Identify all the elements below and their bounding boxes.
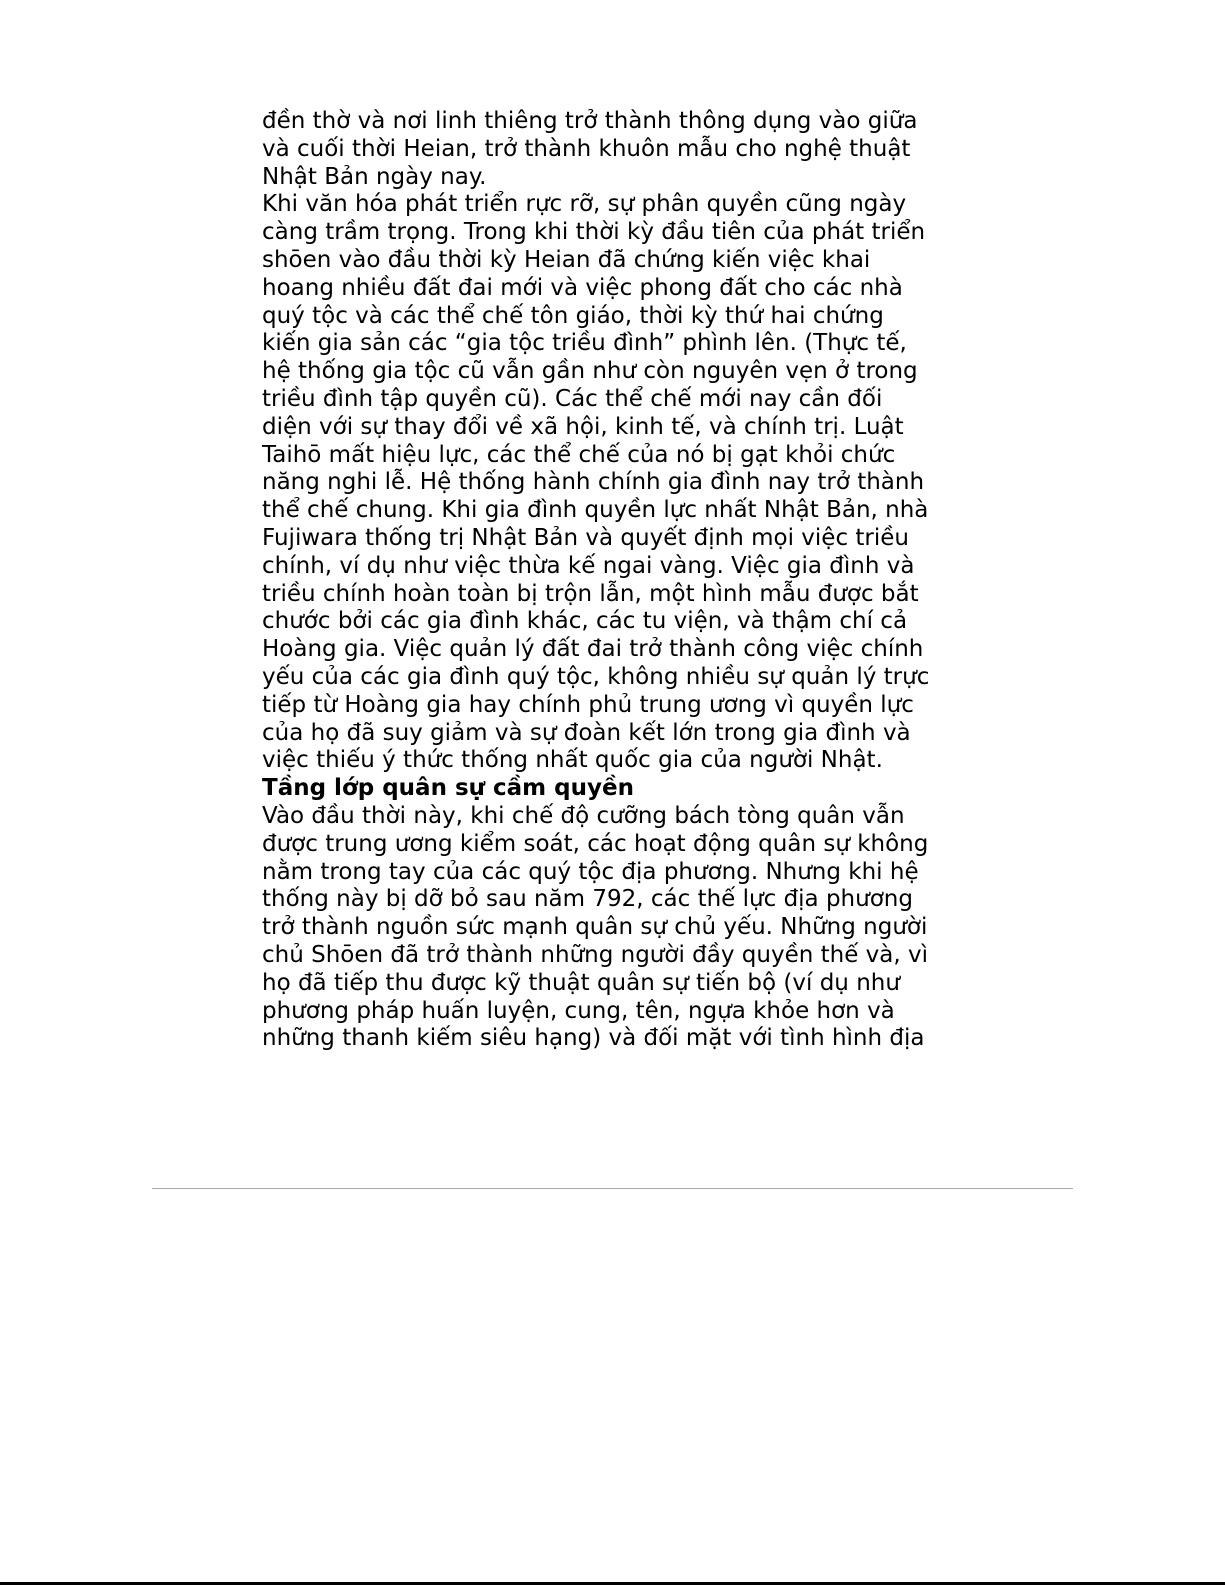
text-line: tiếp từ Hoàng gia hay chính phủ trung ương vì quyền lực [262, 691, 914, 718]
text-line: quý tộc và các thể chế tôn giáo, thời kỳ thứ hai chứng [262, 302, 884, 329]
text-line: càng trầm trọng. Trong khi thời kỳ đầu tiên của phát triển [262, 219, 926, 246]
text-line: thống này bị dỡ bỏ sau năm 792, các thế lực địa phương [262, 886, 913, 913]
text-line: Hoàng gia. Việc quản lý đất đai trở thành công việc chính [262, 636, 924, 663]
text-line: đền thờ và nơi linh thiêng trở thành thông dụng vào giữa [262, 108, 918, 134]
page-divider [152, 1188, 1073, 1189]
text-line: hoang nhiều đất đai mới và việc phong đất cho các nhà [262, 274, 903, 301]
text-line: shōen vào đầu thời kỳ Heian đã chứng kiến việc khai [262, 246, 871, 273]
paragraph-2 [262, 191, 962, 775]
text-line: kiến gia sản các “gia tộc triều đình” phình lên. (Thực tế, [262, 330, 907, 357]
paragraph-1 [262, 108, 962, 191]
section-heading: Tầng lớp quân sự cầm quyền [262, 775, 634, 802]
text-line: của họ đã suy giảm và sự đoàn kết lớn trong gia đình và [262, 719, 911, 746]
document-body [262, 108, 962, 1053]
text-line: yếu của các gia đình quý tộc, không nhiều sự quản lý trực [262, 663, 930, 690]
text-line: nằm trong tay của các quý tộc địa phương. Nhưng khi hệ [262, 858, 919, 885]
text-line: Nhật Bản ngày nay. [262, 163, 487, 190]
text-line: triều chính hoàn toàn bị trộn lẫn, một hình mẫu được bắt [262, 580, 919, 607]
text-line: phương pháp huấn luyện, cung, tên, ngựa khỏe hơn và [262, 997, 895, 1024]
text-line: chước bởi các gia đình khác, các tu viện, và thậm chí cả [262, 608, 908, 635]
text-line: họ đã tiếp thu được kỹ thuật quân sự tiến bộ (ví dụ như [262, 969, 900, 996]
text-line: những thanh kiếm siêu hạng) và đối mặt với tình hình địa [262, 1025, 925, 1052]
text-line: Khi văn hóa phát triển rực rỡ, sự phân quyền cũng ngày [262, 191, 907, 218]
text-line: chủ Shōen đã trở thành những người đầy quyền thế và, vì [262, 941, 928, 968]
text-line: việc thiếu ý thức thống nhất quốc gia của người Nhật. [262, 747, 883, 774]
paragraph-3 [262, 803, 962, 1053]
text-line: chính, ví dụ như việc thừa kế ngai vàng. Việc gia đình và [262, 552, 915, 579]
text-line: Vào đầu thời này, khi chế độ cưỡng bách tòng quân vẫn [262, 802, 905, 829]
text-line: năng nghi lễ. Hệ thống hành chính gia đình nay trở thành [262, 469, 925, 496]
text-line: Fujiwara thống trị Nhật Bản và quyết định mọi việc triều [262, 524, 910, 551]
text-line: được trung ương kiểm soát, các hoạt động quân sự không [262, 830, 929, 857]
text-line: và cuối thời Heian, trở thành khuôn mẫu cho nghệ thuật [262, 135, 911, 162]
text-line: trở thành nguồn sức mạnh quân sự chủ yếu. Những người [262, 914, 928, 941]
text-line: thể chế chung. Khi gia đình quyền lực nhất Nhật Bản, nhà [262, 497, 929, 524]
text-line: diện với sự thay đổi về xã hội, kinh tế, và chính trị. Luật [262, 413, 904, 440]
text-line: hệ thống gia tộc cũ vẫn gần như còn nguyên vẹn ở trong [262, 358, 918, 385]
text-line: Taihō mất hiệu lực, các thể chế của nó bị gạt khỏi chức [262, 441, 896, 468]
text-line: triều đình tập quyền cũ). Các thể chế mới nay cần đối [262, 385, 883, 412]
